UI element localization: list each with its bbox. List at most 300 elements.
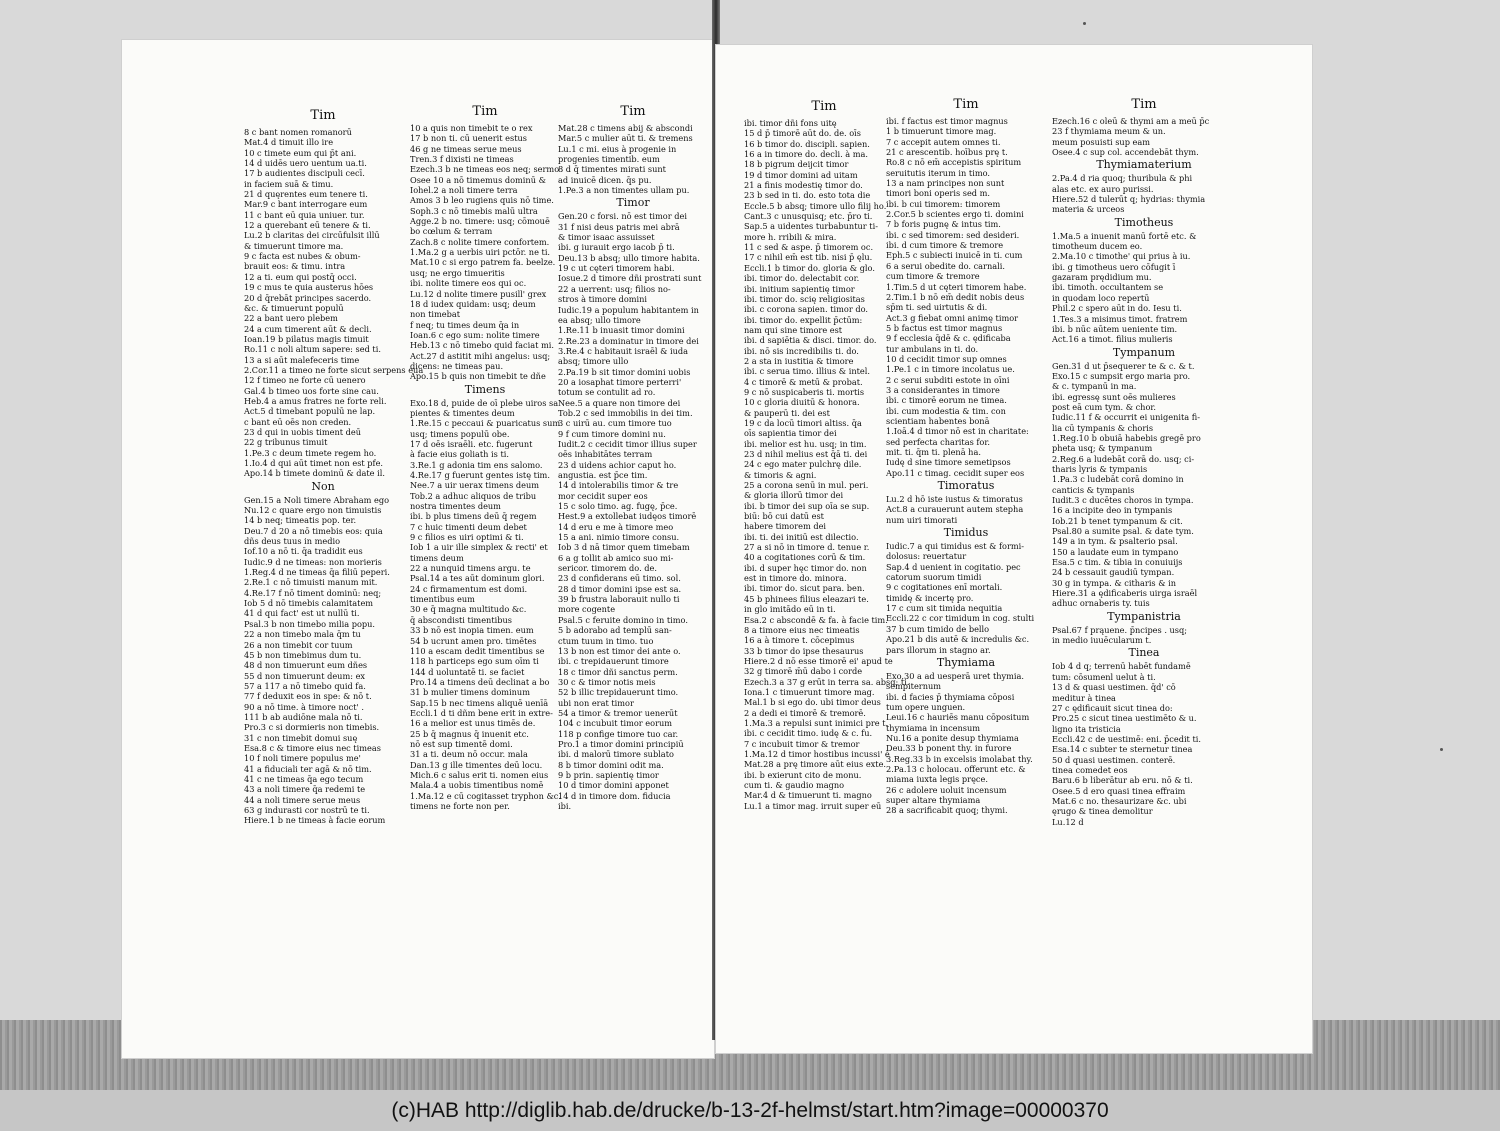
- index-entry: Ezech.3 a 37 g erūt in terra sa. absq; ti.: [744, 676, 910, 687]
- index-entry: Esa.2 c abscondē & fa. à facie tim.: [744, 614, 888, 625]
- index-entry: 30 e q̄ magna multitudo &c.: [410, 604, 527, 615]
- index-entry: & pauperū ti. dei est: [744, 407, 830, 418]
- index-entry: Hiere.1 b ne timeas à facie eorum: [244, 815, 386, 826]
- index-entry: Iob 3 d nā timor quem timebam: [558, 542, 690, 553]
- index-entry: 9 b prin. sapientię timor: [558, 769, 659, 780]
- index-heading: Timor: [616, 196, 650, 210]
- index-entry: progenies timentib. eum: [558, 154, 660, 165]
- index-entry: 23 b sed in ti. do. esto tota die: [744, 190, 871, 201]
- index-entry: 54 b ucrunt amen pro. timētes: [410, 635, 537, 646]
- index-entry: num uiri timorati: [886, 514, 958, 525]
- column-running-head: Tim: [811, 99, 837, 114]
- index-entry: Leui.16 c hauriēs manu cōpositum: [886, 712, 1030, 723]
- index-entry: timotheum ducem eo.: [1052, 241, 1143, 252]
- index-entry: timens ne forte non per.: [410, 801, 510, 811]
- index-entry: Ezech.16 c oleū & thymi am a meū p̄c: [1052, 116, 1210, 126]
- index-entry: Deu.33 b ponent thy. in furore: [886, 743, 1012, 754]
- index-entry: 18 c timor dñi sanctus perm.: [558, 666, 678, 677]
- index-entry: mor cecidit super eos: [558, 490, 648, 501]
- index-entry: 30 c & timor notis meis: [558, 676, 656, 687]
- index-entry: scientiam habentes bonā: [886, 415, 990, 426]
- index-entry: &c. & timuerunt populū: [244, 302, 344, 313]
- index-entry: Act.16 a timot. filius mulieris: [1052, 334, 1173, 345]
- index-entry: 24 c firmamentum est domi.: [410, 583, 528, 594]
- index-entry: ubi non erat timor: [558, 697, 634, 708]
- index-entry: 2.Pa.4 d ria quoq; thuribula & phi: [1052, 173, 1193, 184]
- index-entry: Mar.4 d & timuerunt ti. magno: [744, 790, 872, 801]
- index-entry: Exo.18 d, puide de oī plebe uiros sa: [410, 397, 559, 408]
- index-entry: 90 a nō time. à timore noct' .: [244, 701, 365, 712]
- index-heading: Tympanum: [1112, 345, 1176, 359]
- index-entry: Iudic.9 d ne timeas: non morieris: [244, 556, 382, 567]
- index-entry: 1.Ma.2 g a uerbis uiri pctōr. ne ti.: [410, 247, 551, 258]
- index-entry: 50 d quasi uestimen. conterē.: [1052, 754, 1176, 765]
- index-entry: 7 c incubuit timor & tremor: [744, 738, 860, 749]
- index-entry: 1.Tim.5 d ut cęteri timorem habe.: [886, 281, 1027, 292]
- index-entry: ibi. timor do. scię religiositas: [744, 293, 865, 304]
- index-entry: 3.Reg.33 b in excelsis imolabat thy.: [886, 753, 1033, 764]
- index-entry: 1.Re.11 b inuasit timor domini: [558, 325, 685, 336]
- index-entry: 37 b cum timido de bello: [886, 623, 990, 634]
- index-entry: 18 b pigrum deijcit timor: [744, 159, 849, 170]
- index-entry: Phil.2 c spero aūt in do. Iesu ti.: [1052, 303, 1182, 314]
- left-page: [122, 40, 714, 1058]
- index-entry: 7 b foris pugnę & intus tim.: [886, 219, 1001, 230]
- index-entry: Eccli.42 c de uestimē: eni. p̄cedit ti.: [1052, 733, 1201, 744]
- index-entry: 16 a in timore do. decli. à ma.: [744, 149, 869, 160]
- index-entry: ibi. d facies p̄ thymiama cōposi: [886, 691, 1015, 702]
- index-entry: 1.Pe.1 c in timore incolatus ue.: [886, 364, 1015, 375]
- index-entry: & timoris & agni.: [744, 469, 817, 480]
- index-entry: 2.Tim.1 b nō em̄ dedit nobis deus: [886, 291, 1025, 302]
- index-entry: 17 d oēs israēli. etc. fugerunt: [410, 438, 533, 449]
- right-column-3: [1052, 97, 1236, 827]
- index-entry: timori boni operis sed m.: [886, 188, 991, 199]
- index-entry: post eā cum tym. & chor.: [1052, 401, 1156, 412]
- index-entry: 9 c facta est nubes & obum-: [244, 251, 361, 262]
- index-entry: q̄ abscondisti timentibus: [410, 614, 512, 625]
- index-entry: 12 a ti. eum qui postq̄ occi.: [244, 271, 357, 282]
- index-entry: 26 a non timebit cor tuum: [244, 639, 353, 650]
- index-entry: timens deum: [410, 552, 464, 563]
- index-entry: Pro.25 c sicut tinea uestimēto & u.: [1052, 713, 1197, 724]
- index-entry: 24 a cum timerent aūt & decli.: [244, 323, 372, 334]
- index-entry: Esa.14 c subter te sternetur tinea: [1052, 744, 1193, 755]
- index-entry: Iudit.3 c ducētes choros in tympa.: [1052, 495, 1194, 505]
- index-entry: 3.Re.1 g adonia tim ens salomo.: [410, 459, 543, 470]
- index-entry: Agge.2 b no. timere: usq; cōmouē: [410, 216, 550, 227]
- index-entry: ea absq; ullo timore: [558, 314, 641, 325]
- index-heading: Timidus: [943, 526, 989, 540]
- index-entry: sericor. timorem do. de.: [558, 563, 657, 574]
- index-entry: 46 g ne timeas serue meus: [410, 143, 522, 154]
- index-entry: ibi. c sed timorem: sed desideri.: [886, 229, 1020, 240]
- right-page: [716, 45, 1312, 1053]
- index-entry: ctum tuum in timo. tuo: [558, 635, 654, 646]
- index-entry: Nu.16 a ponite desup thymiama: [886, 732, 1019, 743]
- dust-speck: [1083, 22, 1086, 25]
- index-entry: Iudę d sine timore semetipsos: [886, 457, 1011, 468]
- index-entry: Nee.5 a quare non timore dei: [558, 397, 681, 408]
- index-entry: Iudic.19 a populum habitantem in: [558, 304, 699, 315]
- index-entry: 15 a ani. nimio timore consu.: [558, 532, 680, 543]
- index-entry: 14 d intolerabilis timor & tre: [558, 480, 679, 491]
- index-entry: c bant eū oēs non creden.: [244, 416, 352, 427]
- index-entry: angustia. est p̄ce tim.: [558, 470, 648, 480]
- index-entry: 43 a noli timere q̄a redemi te: [244, 784, 366, 795]
- index-entry: Gal.4 b timeo uos forte sine cau.: [244, 385, 379, 396]
- index-entry: meditur à tinea: [1052, 692, 1116, 703]
- index-entry: 19 c ut cęteri timorem habi.: [558, 263, 675, 274]
- index-entry: est in timore do. minora.: [744, 573, 847, 584]
- index-entry: in medio iuuēcularum t.: [1052, 635, 1152, 646]
- index-entry: Hiere.2 d nō esse timorē ei' apud te: [744, 655, 893, 666]
- index-entry: Heb.4 a amus fratres ne forte reli.: [244, 395, 387, 406]
- index-entry: 20 a iosaphat timore perterri': [558, 376, 682, 387]
- index-entry: Apo.11 c timag. cecidit super eos: [886, 467, 1025, 478]
- index-entry: adhuc ornaberis ty. tuis: [1052, 598, 1150, 609]
- index-entry: Cant.3 c unusquisq; etc. p̄ro ti.: [744, 211, 873, 222]
- index-entry: 63 g indurasti cor nostrū te ti.: [244, 805, 370, 815]
- index-entry: Sap.15 b nec timens aliquē uenīā: [410, 697, 549, 708]
- index-entry: 9 f cum timore domini nu.: [558, 428, 666, 439]
- index-entry: Mar.5 c mulier aūt ti. & tremens: [558, 133, 693, 144]
- index-entry: timidę & incertę pro.: [886, 592, 974, 603]
- column-running-head: Tim: [472, 104, 498, 119]
- index-entry: non timebat: [410, 309, 461, 320]
- index-entry: Mar.9 c bant interrogare eum: [244, 199, 368, 210]
- footer-url-text: (c)HAB http://diglib.hab.de/drucke/b-13-2f-helmst/start.htm?image=00000370: [391, 1098, 1109, 1122]
- index-entry: 1.Tes.3 a misimus timot. fratrem: [1052, 313, 1188, 324]
- index-entry: 77 f deduxit eos in spe: & nō t.: [244, 691, 372, 702]
- index-entry: 41 d qui fact' est ut nullū ti.: [244, 608, 360, 619]
- index-entry: pheta usq; & tympanum: [1052, 443, 1153, 454]
- index-entry: bo cœlum & terram: [410, 226, 493, 237]
- index-entry: 31 c non timebit domui suę: [244, 732, 358, 743]
- index-entry: 17 c cum sit timida nequitia: [886, 603, 1003, 614]
- index-entry: seruitutis iterum in timo.: [886, 167, 990, 178]
- index-entry: Lu.12 d nolite timere pusill' grex: [410, 288, 547, 299]
- index-entry: 44 a noli timere serue meus: [244, 794, 361, 805]
- index-entry: 12 a querebant eū tenere & ti.: [244, 220, 371, 231]
- index-entry: pars illorum in stagno ar.: [886, 644, 991, 655]
- index-entry: usq; timens populū obe.: [410, 428, 510, 439]
- index-entry: Ro.11 c noli altum sapere: sed ti.: [244, 344, 381, 355]
- index-entry: Tren.3 f dixisti ne timeas: [410, 154, 514, 165]
- index-entry: usq; ne ergo timueritis: [410, 267, 505, 278]
- index-entry: Iof.10 a nō ti. q̄a tradidit eus: [244, 546, 363, 557]
- index-entry: Exo.15 c sumpsit ergo maria pro.: [1052, 370, 1191, 381]
- index-entry: stros à timore domini: [558, 294, 648, 305]
- index-entry: 15 c solo timo. ag. fugę, p̄ce.: [558, 501, 678, 512]
- index-entry: 17 b audientes discipuli cecī.: [244, 168, 365, 179]
- index-entry: 41 a fiduciali ter agā & nō tim.: [244, 763, 372, 774]
- column-running-head: Tim: [953, 97, 979, 112]
- index-entry: f neq; tu times deum q̄a in: [410, 319, 520, 330]
- index-entry: 16 a incipite deo in tympanis: [1052, 505, 1173, 516]
- index-entry: ibi. c corona sapien. timor do.: [744, 304, 868, 315]
- index-entry: Baru.6 b liberātur ab eru. nō & ti.: [1052, 775, 1193, 786]
- index-entry: Heb.13 c nō timebo quid faciat mi.: [410, 340, 554, 351]
- index-entry: 10 d cecidit timor sup omnes: [886, 353, 1007, 364]
- index-entry: Act.8 a curauerunt autem stepha: [886, 504, 1024, 515]
- index-entry: more h. rribili & mira.: [744, 231, 837, 242]
- index-entry: mit. ti. q̄m ti. plenā ha.: [886, 447, 981, 457]
- index-entry: Zach.8 c nolite timere confortem.: [410, 236, 550, 247]
- index-entry: nō est sup timentē domi.: [410, 738, 513, 749]
- index-entry: 7 c huic timenti deum debet: [410, 521, 527, 532]
- index-entry: ibi. timor dñi fons uitę: [744, 118, 837, 128]
- index-entry: 13 a nam principes non sunt: [886, 178, 1005, 189]
- index-entry: ibi. f factus est timor magnus: [886, 116, 1008, 126]
- index-entry: oīs sapientia timor dei: [744, 428, 837, 439]
- index-entry: Pro.3 c si dormieris non timebis.: [244, 722, 380, 733]
- index-entry: 110 a escam dedit timentibus se: [410, 645, 545, 656]
- index-entry: Amos 3 b leo rugiens quis nō time.: [410, 195, 554, 206]
- index-entry: 24 c ego mater pulchrę dile.: [744, 459, 862, 470]
- index-entry: ad inuicē dicen. q̄s pu.: [558, 174, 652, 185]
- right-column-1: [744, 99, 910, 811]
- index-entry: Mat.28 c timens abij & abscondi: [558, 123, 693, 133]
- index-entry: 32 g timorē m̄ū dabo i corde: [744, 666, 863, 677]
- index-entry: 2.Re.1 c nō timuisti manum mit.: [244, 577, 378, 588]
- index-entry: ibi. g timotheus uero cōfugit ī: [1052, 261, 1176, 272]
- index-entry: Eccli.1 d ti dñm bene erit in extre-: [410, 707, 553, 718]
- index-entry: 27 c ędificauit sicut tinea do:: [1052, 702, 1173, 713]
- index-entry: 1 b timuerunt timore mag.: [886, 126, 997, 137]
- index-entry: Iob.21 b tenet tympanum & cit.: [1052, 515, 1183, 526]
- index-entry: Iudic.11 f & occurrit ei unigenita fi-: [1052, 412, 1201, 423]
- index-entry: 23 d qui in uobis timent deū: [244, 426, 362, 437]
- index-entry: 21 a finis modestię timor do.: [744, 180, 863, 191]
- index-entry: & timor isaac assuisset: [558, 232, 655, 243]
- index-entry: lia cū tympanis & choris: [1052, 422, 1154, 433]
- index-entry: Iudit.2 c cecidit timor illius super: [558, 438, 697, 449]
- index-entry: 11 c sed & aspe. p̄ timorem oc.: [744, 242, 874, 253]
- index-entry: Pro.1 a timor domini principiū: [558, 738, 684, 749]
- index-entry: 8 b timor domini odit ma.: [558, 759, 664, 770]
- index-entry: 10 c gloria diuitū & honora.: [744, 397, 860, 408]
- index-entry: in quodam loco repertū: [1052, 292, 1150, 303]
- index-entry: ibi. d malorū timore sublato: [558, 749, 674, 760]
- index-entry: 28 a sacrificabit quoq; thymi.: [886, 805, 1008, 816]
- index-entry: ibi. b exierunt cito de monu.: [744, 769, 862, 780]
- index-entry: 11 c bant eū quia uniuer. tur.: [244, 209, 365, 220]
- index-entry: 14 d eru e me à timore meo: [558, 521, 674, 532]
- index-entry: 23 d uidens achior caput ho.: [558, 459, 677, 470]
- index-entry: ibi. nō sis incredibilis ti. do.: [744, 345, 859, 356]
- index-entry: 8 c bant nomen romanorū: [244, 127, 352, 137]
- index-entry: 45 b phinees filius eleazari te.: [744, 593, 869, 604]
- index-entry: 4 c timorē & metū & probat.: [744, 376, 863, 387]
- index-entry: & timuerunt timore ma.: [244, 240, 344, 251]
- index-entry: Eccli.1 b timor do. gloria & glo.: [744, 262, 875, 273]
- index-entry: Act.3 g fiebat omni animę timor: [886, 312, 1019, 323]
- index-entry: 118 h particeps ego sum oīm ti: [410, 656, 539, 667]
- index-entry: ęrugo & tinea demolitur: [1052, 806, 1153, 817]
- index-entry: 21 c arescentib. hoībus prę t.: [886, 147, 1008, 158]
- index-entry: ibi. egressę sunt oēs mulieres: [1052, 391, 1176, 402]
- index-entry: 8 a timore eius nec timeatis: [744, 624, 860, 635]
- index-entry: Psal.80 a sumite psal. & date tym.: [1052, 526, 1194, 537]
- index-entry: 10 c timete eum qui p̄t ani.: [244, 147, 357, 158]
- index-entry: Lu.12 d: [1052, 816, 1084, 827]
- index-entry: 6 a g tollit ab amico suo mi-: [558, 552, 674, 563]
- index-entry: ibi.: [558, 801, 572, 811]
- index-entry: in glo imitādo eū in ti.: [744, 604, 836, 615]
- column-running-head: Tim: [1131, 97, 1157, 112]
- index-entry: 57 a 117 a nō timebo quid fa.: [244, 680, 366, 691]
- index-entry: Psal.67 f prąuene. p̄ncipes . usq;: [1052, 624, 1188, 635]
- index-entry: 3 c uirū au. cum timore tuo: [558, 418, 672, 429]
- index-entry: 13 a si aūt malefeceris time: [244, 354, 360, 365]
- index-entry: 55 d non timuerunt deum: ex: [244, 670, 366, 681]
- index-entry: ibi. cum modestia & tim. con: [886, 405, 1006, 416]
- index-entry: 28 d timor domini ipse est sa.: [558, 583, 682, 594]
- index-entry: 14 d in timore dom. fiducia: [558, 790, 671, 801]
- index-entry: 14 b neq; timeatis pop. ter.: [244, 515, 357, 526]
- index-entry: ibi. b timor dei sup oīa se sup.: [744, 500, 870, 511]
- index-entry: dñs deus tuus in medio: [244, 536, 341, 547]
- index-entry: Gen.20 c forsi. nō est timor dei: [558, 211, 687, 222]
- index-entry: 1.Ma.12 d timor hostibus incussi' ē: [744, 748, 890, 759]
- index-entry: biū: bō cui datū est: [744, 511, 824, 522]
- index-entry: ibi. b plus timens deū q̄ regem: [410, 511, 537, 522]
- index-entry: Deu.7 d 20 a nō timebis eos: quia: [244, 525, 383, 536]
- index-entry: Osee.5 d ero quasi tinea effraim: [1052, 785, 1186, 796]
- index-entry: tharis lyris & tympanis: [1052, 463, 1148, 474]
- index-entry: Iosue.2 d timore dñi prostrati sunt: [558, 273, 702, 284]
- right-column-2: [886, 97, 1046, 816]
- index-entry: 52 b illic trepidauerunt timo.: [558, 687, 679, 698]
- index-entry: 8 d q̄ timentes mirati sunt: [558, 164, 666, 175]
- index-entry: 1.Re.15 c peccaui & puaricatus sum: [410, 418, 561, 429]
- index-entry: Iob 5 d nō timebis calamitatem: [244, 598, 374, 609]
- index-entry: cum timore & tremore: [886, 271, 980, 282]
- index-entry: 39 b frustra laborauit nullo ti: [558, 594, 680, 605]
- index-entry: Ioan.6 c ego sum: nolite timere: [410, 329, 540, 340]
- index-entry: 31 f nisi deus patris mei abrā: [558, 221, 680, 232]
- column-running-head: Tim: [310, 108, 336, 123]
- index-entry: tur ambulans in ti. do.: [886, 343, 979, 354]
- footer-bar: [0, 1090, 1500, 1131]
- index-entry: 30 g in tympa. & citharis & in: [1052, 577, 1177, 588]
- index-entry: Ro.8 c nō em̄ accepistis spiritum: [886, 157, 1022, 168]
- index-entry: 4.Re.17 f nō timent dominū: neq;: [244, 587, 382, 598]
- index-entry: ibi. ti. dei initiū est dilectio.: [744, 531, 859, 542]
- index-entry: Ezech.3 b ne timeas eos neq; sermo: [410, 164, 560, 175]
- index-entry: Pro.14 a timens deū declinat a bo: [410, 676, 550, 687]
- index-entry: 9 c nō suspicaberis ti. mortis: [744, 386, 865, 397]
- index-entry: 22 a uerrent: usq; filios no-: [558, 283, 671, 294]
- index-entry: Deu.13 b absq; ullo timore habita.: [558, 252, 700, 263]
- index-entry: ibi. nolite timere eos qui oc.: [410, 278, 527, 289]
- index-entry: totum se contulit ad ro.: [558, 387, 656, 398]
- index-entry: Lu.1 c mi. eius à progenie in: [558, 143, 677, 154]
- index-entry: 22 a bant uero plebem: [244, 313, 338, 324]
- index-entry: ibi. melior est hu. usq; in tim.: [744, 438, 867, 449]
- index-entry: 7 c accepit autem omnes ti.: [886, 136, 1001, 147]
- index-entry: in faciem suā & timu.: [244, 178, 334, 189]
- index-entry: habere timorem dei: [744, 521, 827, 532]
- index-entry: Eph.5 c subiecti inuicē in ti. cum: [886, 250, 1023, 261]
- index-entry: ibi. c timorē eorum ne timea.: [886, 395, 1007, 406]
- index-entry: Psal.5 c feruite domino in timo.: [558, 614, 688, 625]
- index-entry: Gen.15 a Noli timere Abraham ego: [244, 494, 390, 505]
- index-entry: 16 a melior est unus timēs de.: [410, 718, 536, 729]
- index-entry: dolosus: reuertatur: [886, 551, 967, 562]
- index-entry: 111 b ab audiōne mala nō ti.: [244, 711, 363, 722]
- index-entry: 14 d uidēs uero uentum ua.ti.: [244, 158, 367, 169]
- index-entry: Eccli.22 c cor timidum in cog. stulti: [886, 613, 1035, 624]
- index-entry: 13 b non est timor dei ante o.: [558, 645, 681, 656]
- index-entry: tum: cōsumenl uelut à ti.: [1052, 671, 1156, 682]
- index-entry: & gloria illorū timor dei: [744, 490, 844, 501]
- index-entry: Hiere.52 d tulerūt q; hydrias: thymia: [1052, 194, 1206, 205]
- index-entry: ibi. c trepidauerunt timore: [558, 656, 669, 667]
- index-entry: sed perfecta charitas for.: [886, 436, 990, 447]
- index-entry: 10 a quis non timebit te o rex: [410, 123, 533, 133]
- index-entry: Iohel.2 a noli timere terra: [410, 185, 518, 196]
- index-entry: ibi. c serua timo. illius & intel.: [744, 366, 870, 377]
- index-entry: 16 a à timore t. cōcepimus: [744, 635, 855, 646]
- index-entry: materia & urceos: [1052, 204, 1125, 215]
- index-entry: 16 b timor do. discipli. sapien.: [744, 138, 870, 149]
- index-entry: 22 a non timebo mala q̄m tu: [244, 629, 361, 640]
- index-entry: 144 d uoluntatē ti. se faciet: [410, 666, 525, 677]
- index-entry: Hest.9 a extollebat iudęos timorē: [558, 511, 697, 522]
- index-entry: 9 c filios es uiri optimi & ti.: [410, 532, 524, 543]
- index-entry: 25 a corona senū in mul. peri.: [744, 480, 869, 491]
- index-heading: Timotheus: [1114, 215, 1174, 229]
- index-entry: Esa.5 c tim. & tibia in conuiuijs: [1052, 557, 1183, 568]
- index-entry: Mat.10 c si ergo patrem fa. beelze.: [410, 257, 556, 268]
- index-entry: ibi. b cui timorem: timorem: [886, 198, 1001, 209]
- index-entry: Mich.6 c salus erit ti. nomen eius: [410, 769, 549, 780]
- index-entry: Tob.2 c sed immobilis in dei tim.: [558, 407, 693, 418]
- index-entry: oēs inhabitātes terram: [558, 449, 653, 460]
- index-entry: ibi. timor do. expellit p̄ctūm:: [744, 314, 863, 325]
- index-entry: 19 c da locū timori altiss. q̄a: [744, 417, 862, 428]
- index-entry: 10 f noli timere populus me': [244, 753, 361, 764]
- index-heading: Timens: [464, 382, 506, 396]
- index-entry: 1.Ma.5 a inuenit manū fortē etc. &: [1052, 230, 1197, 241]
- index-heading: Thymiama: [936, 655, 996, 669]
- index-entry: 2.Cor.5 b scientes ergo ti. domini: [886, 209, 1024, 220]
- index-entry: Nu.12 c quare ergo non timuistis: [244, 505, 382, 516]
- index-entry: Osee 10 a nō timemus dominū &: [410, 174, 546, 185]
- index-entry: Esa.8 c & timore eius nec timeas: [244, 742, 381, 753]
- index-entry: 2 c serui subditi estote in oīni: [886, 374, 1010, 385]
- index-entry: ibi. timor do. sicut para. ben.: [744, 583, 865, 594]
- index-entry: ibi. d super hęc timor do. non: [744, 562, 867, 573]
- index-entry: Lu.2 d hō iste iustus & timoratus: [886, 494, 1023, 505]
- index-entry: Hiere.31 a ędificaberis uirga israēl: [1052, 588, 1198, 599]
- index-entry: 13 d & quasi uestimen. q̄d' cō: [1052, 682, 1176, 693]
- index-entry: absq; timore ullo: [558, 356, 629, 367]
- index-entry: 17 b non ti. cū uenerit estus: [410, 133, 527, 144]
- index-entry: Eccle.5 b absq; timore ullo filij ho.: [744, 200, 887, 211]
- index-entry: à facie eius goliath is ti.: [410, 449, 509, 460]
- index-entry: thymiama in incensum: [886, 722, 981, 733]
- left-column-1: [244, 108, 424, 826]
- index-entry: 19 d timor domini ad uitam: [744, 169, 858, 180]
- index-entry: 12 f timeo ne forte cū uenero: [244, 375, 366, 386]
- index-entry: 19 c mus te quia austerus hōes: [244, 282, 374, 293]
- index-entry: sp̄m ti. sed uirtutis & di.: [886, 302, 988, 313]
- index-entry: 33 b nō est inopia timen. eum: [410, 625, 534, 636]
- index-entry: Gen.31 d ut p̄sequerer te & c. & t.: [1052, 360, 1195, 371]
